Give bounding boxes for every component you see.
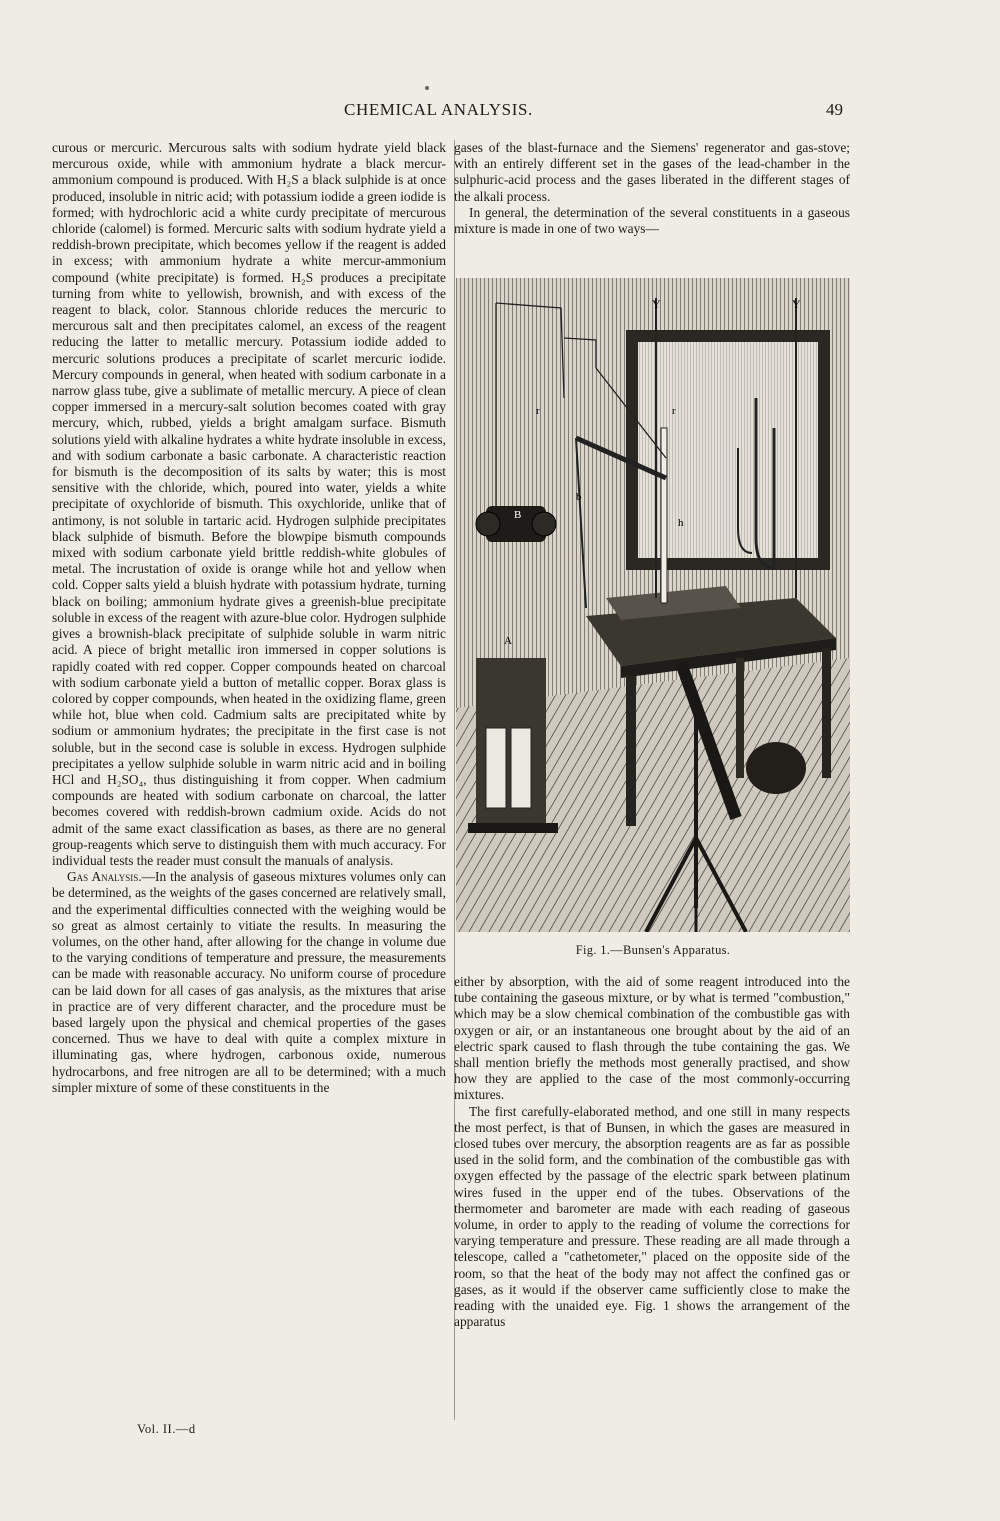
paragraph-gas-mixtures: gases of the blast-furnace and the Siemens' regenerator and gas-stove; with an entirely different set in the gases of the lead-chamber in the sulphuric-acid process and the gases liberated in the different stages of the alkali process.: [454, 140, 850, 204]
eudiometer-tube: [661, 428, 667, 603]
battery-base: [468, 823, 558, 833]
table-leg: [736, 658, 744, 778]
right-column-top: [454, 140, 850, 237]
figure-bunsen-apparatus: [456, 278, 850, 932]
paragraph-two-ways: In general, the determination of the several constituents in a gaseous mixture is made in one of two ways—: [454, 204, 850, 237]
figure-label: Y: [652, 297, 661, 311]
print-speck: [425, 86, 429, 90]
table-leg: [626, 676, 636, 826]
gas-analysis-text: —In the analysis of gaseous mixtures volumes only can be determined, as the weights of the gases concerned are relatively small, and the experimental difficulties connected with the weighing would be so great as almost certainly to vitiate the results. In measuring the volumes, on the other hand, after allowing for the change in volume due to the varying conditions of temperature and pressure, the measurements can be made with reasonable accuracy. No uniform course of procedure can be laid down for all cases of gas analysis, as the mixtures that arise in practice are of very different character, and the procedure must be based largely upon the physical and chemical properties of the gases concerned. Thus we have to deal with quite a complex mixture in illuminating gas, where hydrogen, carbonous oxide, numerous hydrocarbons, and free nitrogen are all to be determined; with a much simpler mixture of some of these constituents in the: [52, 869, 446, 1095]
left-column: [52, 140, 446, 1096]
coil-end: [532, 512, 556, 536]
figure-label: r: [672, 405, 676, 417]
signature-mark: Vol. II.—d: [137, 1422, 196, 1436]
figure-label: A: [504, 635, 512, 647]
figure-caption: Fig. 1.—Bunsen's Apparatus.: [575, 943, 731, 957]
water-pot: [746, 742, 806, 794]
table-leg: [822, 648, 831, 778]
battery-jar: [511, 728, 531, 808]
figure-label: b: [576, 491, 582, 503]
paragraph-gas-analysis: [52, 869, 446, 1096]
battery-jar: [486, 728, 506, 808]
bunsen-apparatus-engraving: [456, 278, 850, 932]
paragraph-mercury-bismuth-copper: curous or mercuric. Mercurous salts with sodium hydrate yield black mercurous oxide, while with ammonium hydrate a black mercur-ammonium compound is produced. With H₂S a black sulphide is at once produced, insoluble in nitric acid; with potassium iodide a green iodide is formed; with hydrochloric acid a white curdy precipitate of mercurous chloride (calomel) is formed. Mercuric salts with sodium hydrate yield a reddish-brown precipitate, which becomes yellow if the reagent is added in excess; with ammonium hydrate a white mercur-ammonium compound (white precipitate) is formed. H₂S produces a precipitate turning from white to yellowish, brownish, and with excess of the reagent to black, color. Stannous chloride reduces the mercuric to mercurous salt and then precipitates calomel, an excess of the reagent reducing the latter to metallic mercury. Potassium iodide added to mercuric solutions produces a precipitate of scarlet mercuric iodide. Mercury compounds in general, when heated with sodium carbonate in a narrow glass tube, give a sublimate of metallic mercury. A piece of clean copper immersed in a mercury-salt solution becomes coated with gray mercury, which, rubbed, yields a bright amalgam surface. Bismuth solutions yield with alkaline hydrates a white hydrate insoluble in excess, and with sodium carbonate a basic carbonate. A characteristic reaction for bismuth is the decomposition of its salts by water; this is most sensitive with the chloride, which, poured into water, yields a white precipitate of oxychloride of bismuth. This oxychloride, unlike that of antimony, is not soluble in tartaric acid. Hydrogen sulphide precipitates black sulphide of bismuth. Before the blowpipe bismuth compounds mixed with sodium carbonate yield brittle reddish-white globules of metal. The incrustation of oxide is orange while hot and yellow when cold. Copper salts yield a bluish hydrate with potassium hydrate, turning black on boiling; ammonium hydrate gives a greenish-blue precipitate soluble in excess of the reagent with azure-blue color. Hydrogen sulphide gives a brownish-black precipitate of sulphide soluble in warm nitric acid. A piece of bright metallic iron immersed in copper solutions is rapidly coated with red copper. Copper compounds heated on charcoal with sodium carbonate yield a button of metallic copper. Borax glass is colored by copper compounds, when heated in the oxidizing flame, green while hot, blue when cold. Cadmium salts are precipitated white by sodium or ammonium hydrates; the precipitate in the first case is not soluble, but in the second case is soluble in excess. Hydrogen sulphide precipitates a yellow sulphide soluble in warm nitric acid and in boiling HCl and H₂SO₄, thus distinguishing it from copper. When cadmium compounds are heated with sodium carbonate on charcoal, the latter becomes covered with reddish-brown cadmium oxide. Acids do not admit of the same exact classification as bases, as there are no general group-reagents which serve to distinguish them with much accuracy. For individual tests the reader must consult the manuals of analysis.: [52, 140, 446, 868]
figure-label: Y: [792, 297, 801, 311]
running-head: CHEMICAL ANALYSIS.: [344, 100, 533, 119]
page-number: 49: [826, 100, 843, 119]
figure-label: r: [536, 405, 540, 417]
gas-analysis-heading: Gas Analysis.: [67, 869, 142, 885]
coil-end: [476, 512, 500, 536]
paragraph-absorption-combustion: either by absorption, with the aid of some reagent introduced into the tube containing the gaseous mixture, or by what is termed "combustion," which may be a slow chemical combination of the combustible gas with oxygen or air, or an instantaneous one brought about by the aid of an electric spark caused to flash through the tube containing the gas. We shall mention briefly the methods most generally practised, and show how they are applied to the case of the most commonly-occurring mixtures.: [454, 974, 850, 1103]
figure-label: B: [514, 509, 522, 521]
figure-label: h: [678, 517, 684, 529]
right-column-bottom: [454, 974, 850, 1330]
paragraph-bunsen-method: The first carefully-elaborated method, and one still in many respects the most perfect, is that of Bunsen, in which the gases are measured in closed tubes over mercury, the absorption reagents are as far as possible used in the solid form, and the combination of the combustible gas with oxygen effected by the passage of the electric spark between platinum wires fused in the upper end of the tubes. Observations of the thermometer and barometer are made with each reading of gaseous volume, in order to apply to the reading of volume the corrections for varying temperature and pressure. These reading are all made through a telescope, called a "cathetometer," placed on the opposite side of the room, so that the heat of the body may not affect the confined gas or gases, as it would if the observer came sufficiently close to make the reading with the unaided eye. Fig. 1 shows the arrangement of the apparatus: [454, 1103, 850, 1330]
